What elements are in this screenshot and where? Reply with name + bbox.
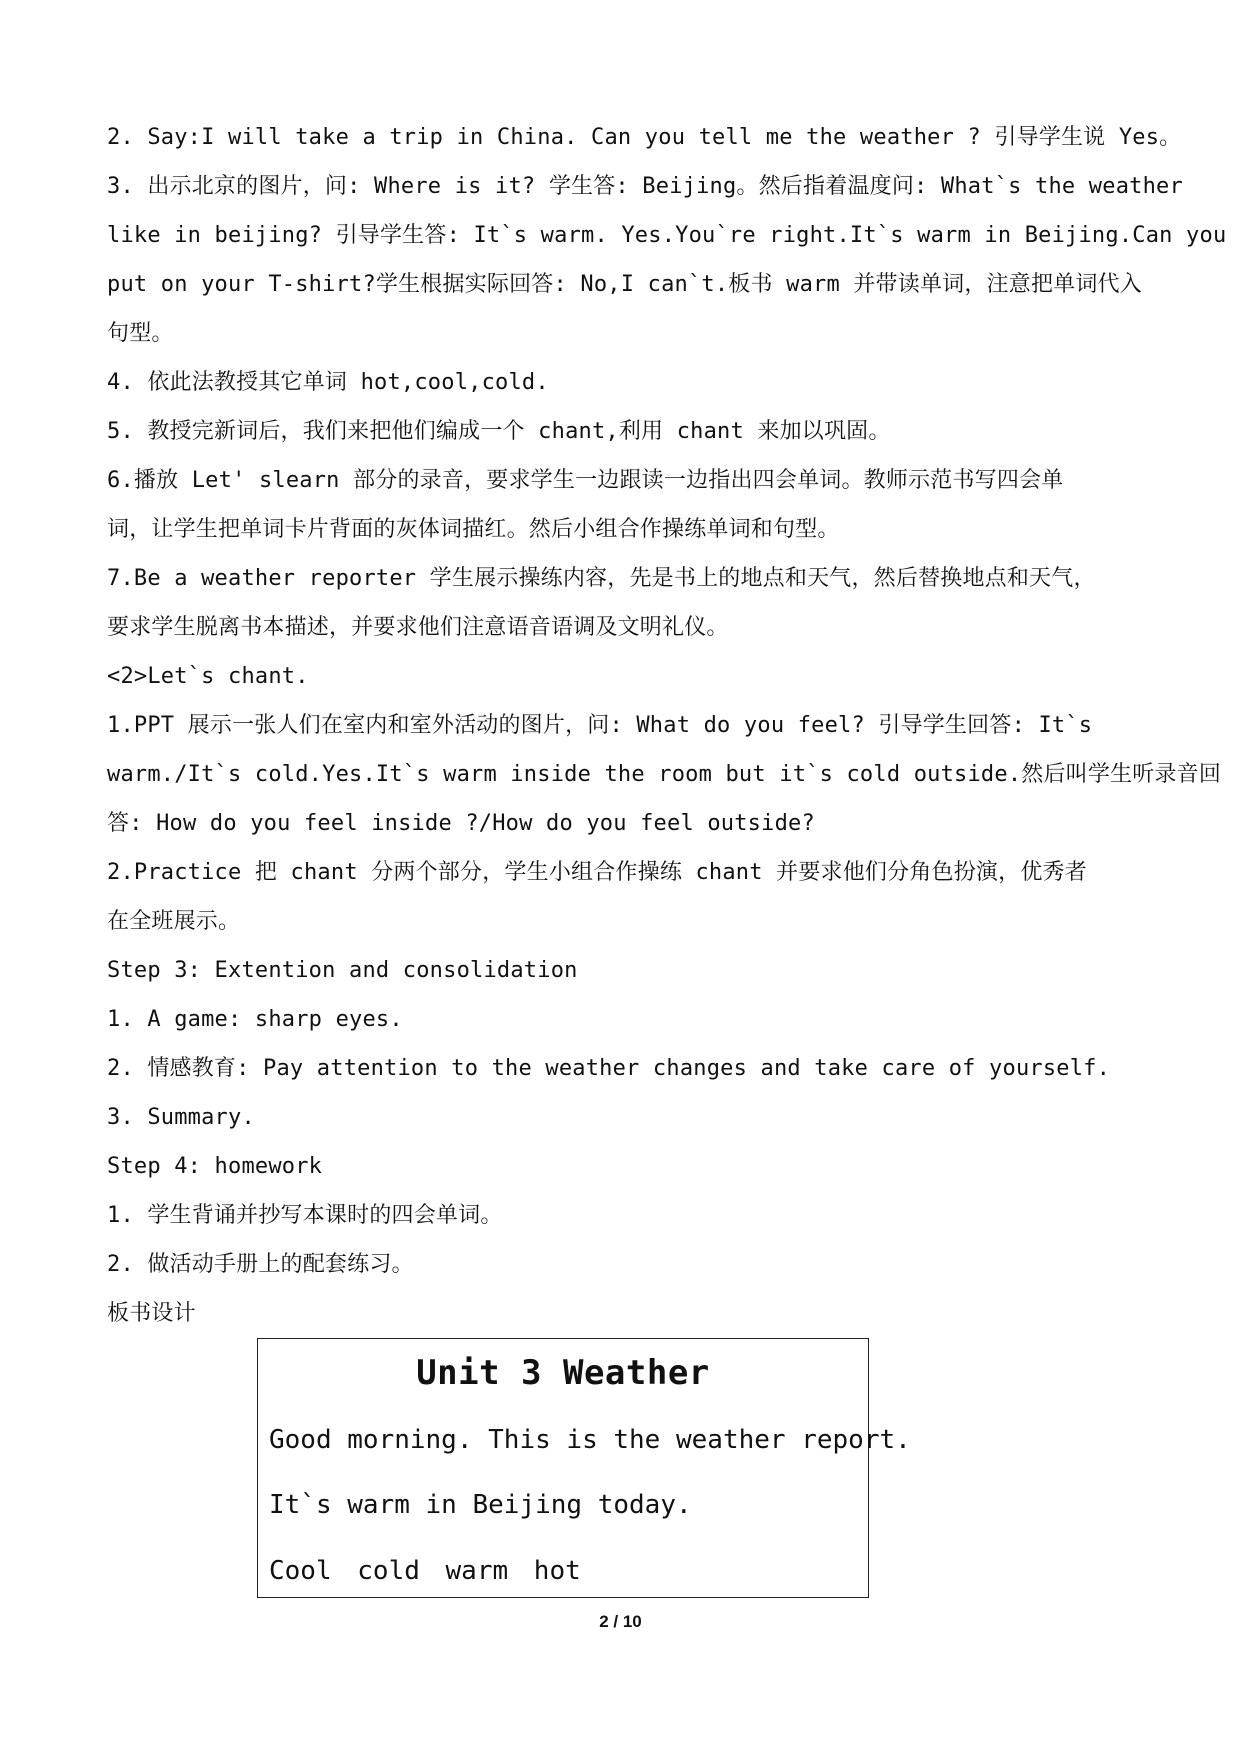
board-line: It`s warm in Beijing today. [269,1490,692,1520]
text-line: 3. Summary. [107,1105,255,1130]
lesson-text [107,113,1227,1338]
text-line: 3. 出示北京的图片，问: Where is it? 学生答: Beijing。然后指着温度问: What`s the weather [107,174,1183,199]
step-heading: Step 4: homework [107,1154,323,1179]
text-line: 在全班展示。 [107,909,241,934]
text-line: 2.Practice 把 chant 分两个部分，学生小组合作操练 chant 并要求他们分角色扮演，优秀者 [107,860,1087,885]
text-line: 2. 做活动手册上的配套练习。 [107,1252,414,1277]
text-line: 7.Be a weather reporter 学生展示操练内容，先是书上的地点和天气，然后替换地点和天气， [107,566,1096,591]
blackboard-design-box [257,1338,911,1598]
text-line: 1. 学生背诵并抄写本课时的四会单词。 [107,1203,503,1228]
section-heading: 板书设计 [107,1301,196,1326]
text-line: 词，让学生把单词卡片背面的灰体词描红。然后小组合作操练单词和句型。 [107,517,840,542]
text-line: 1.PPT 展示一张人们在室内和室外活动的图片，问: What do you feel? 引导学生回答: It`s [107,713,1093,738]
text-line: 6.播放 Let' slearn 部分的录音，要求学生一边跟读一边指出四会单词。教师示范书写四会单 [107,468,1064,493]
board-word-list: Cool cold warm hot [269,1556,581,1586]
text-line: like in beijing? 引导学生答: It`s warm. Yes.You`re right.It`s warm in Beijing.Can you [107,223,1227,248]
text-line: 1. A game: sharp eyes. [107,1007,403,1032]
board-line: Good morning. This is the weather report. [269,1425,911,1455]
text-line: 答: How do you feel inside ?/How do you feel outside? [107,811,815,836]
page-number: 2 / 10 [599,1612,642,1631]
step-heading: Step 3: Extention and consolidation [107,958,578,983]
text-line: 句型。 [107,321,174,346]
text-line: 2. 情感教育: Pay attention to the weather changes and take care of yourself. [107,1056,1111,1081]
text-line: <2>Let`s chant. [107,664,309,689]
text-line: put on your T-shirt?学生根据实际回答: No,I can`t.板书 warm 并带读单词，注意把单词代入 [107,272,1142,297]
board-title: Unit 3 Weather [416,1353,710,1393]
text-line: warm./It`s cold.Yes.It`s warm inside the room but it`s cold outside.然后叫学生听录音回 [107,762,1222,787]
text-line: 2. Say:I will take a trip in China. Can you tell me the weather ? 引导学生说 Yes。 [107,125,1182,150]
text-line: 要求学生脱离书本描述，并要求他们注意语音语调及文明礼仪。 [107,615,729,640]
text-line: 5. 教授完新词后，我们来把他们编成一个 chant,利用 chant 来加以巩固。 [107,419,891,444]
text-line: 4. 依此法教授其它单词 hot,cool,cold. [107,370,549,395]
